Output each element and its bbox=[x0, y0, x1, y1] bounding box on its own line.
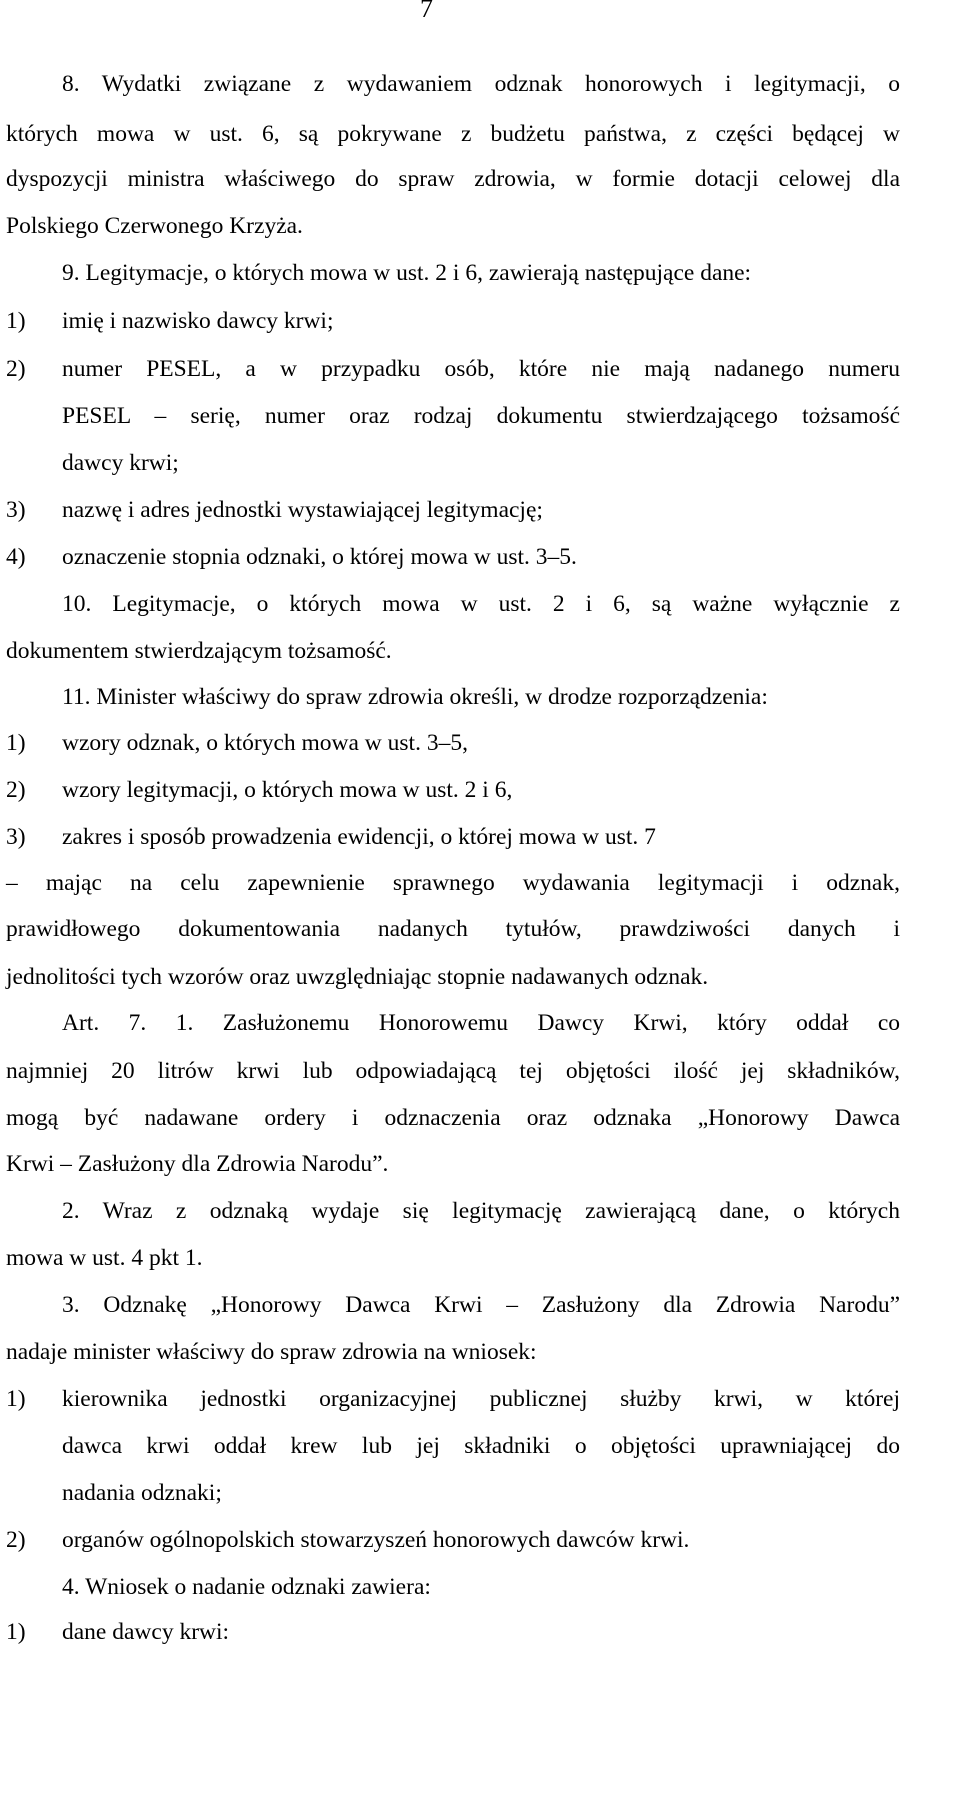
text-line: 4. Wniosek o nadanie odznaki zawiera: bbox=[62, 1574, 431, 1600]
text-line: których mowa w ust. 6, są pokrywane z budżetu państwa, z części będącej w bbox=[6, 121, 900, 147]
text-line: Krwi – Zasłużony dla Zdrowia Narodu”. bbox=[6, 1151, 389, 1177]
text-line: numer PESEL, a w przypadku osób, które nie mają nadanego numeru bbox=[62, 356, 900, 382]
text-line: mowa w ust. 4 pkt 1. bbox=[6, 1245, 203, 1271]
text-line: nadaje minister właściwy do spraw zdrowia na wniosek: bbox=[6, 1339, 537, 1365]
text-line: nadania odznaki; bbox=[62, 1480, 222, 1506]
text-line: Art. 7. 1. Zasłużonemu Honorowemu Dawcy Krwi, który oddał co bbox=[62, 1010, 900, 1036]
text-line: jednolitości tych wzorów oraz uwzględniając stopnie nadawanych odznak. bbox=[6, 964, 709, 990]
text-line: mogą być nadawane ordery i odznaczenia oraz odznaka „Honorowy Dawca bbox=[6, 1105, 900, 1131]
list-number: 4) bbox=[6, 544, 26, 570]
text-line: 11. Minister właściwy do spraw zdrowia określi, w drodze rozporządzenia: bbox=[62, 684, 768, 710]
text-line: nazwę i adres jednostki wystawiającej legitymację; bbox=[62, 497, 543, 523]
text-line: 8. Wydatki związane z wydawaniem odznak honorowych i legitymacji, o bbox=[62, 71, 900, 97]
text-line: kierownika jednostki organizacyjnej publicznej służby krwi, w której bbox=[62, 1386, 900, 1412]
text-line: dawcy krwi; bbox=[62, 450, 179, 476]
list-number: 1) bbox=[6, 308, 26, 334]
list-number: 2) bbox=[6, 356, 26, 382]
list-number: 3) bbox=[6, 497, 26, 523]
text-line: 3. Odznakę „Honorowy Dawca Krwi – Zasłużony dla Zdrowia Narodu” bbox=[62, 1292, 900, 1318]
list-number: 1) bbox=[6, 1619, 26, 1645]
text-line: Polskiego Czerwonego Krzyża. bbox=[6, 213, 303, 239]
text-line: wzory legitymacji, o których mowa w ust. 2 i 6, bbox=[62, 777, 513, 803]
text-line: dokumentem stwierdzającym tożsamość. bbox=[6, 638, 392, 664]
text-line: PESEL – serię, numer oraz rodzaj dokumentu stwierdzającego tożsamość bbox=[62, 403, 900, 429]
list-number: 3) bbox=[6, 824, 26, 850]
text-line: imię i nazwisko dawcy krwi; bbox=[62, 308, 334, 334]
text-line: zakres i sposób prowadzenia ewidencji, o której mowa w ust. 7 bbox=[62, 824, 656, 850]
text-line: dawca krwi oddał krew lub jej składniki o objętości uprawniającej do bbox=[62, 1433, 900, 1459]
list-number: 1) bbox=[6, 1386, 26, 1412]
list-number: 2) bbox=[6, 777, 26, 803]
text-line: dyspozycji ministra właściwego do spraw zdrowia, w formie dotacji celowej dla bbox=[6, 166, 900, 192]
text-line: wzory odznak, o których mowa w ust. 3–5, bbox=[62, 730, 468, 756]
text-line: 2. Wraz z odznaką wydaje się legitymację zawierającą dane, o których bbox=[62, 1198, 900, 1224]
text-line: organów ogólnopolskich stowarzyszeń honorowych dawców krwi. bbox=[62, 1527, 690, 1553]
text-line: najmniej 20 litrów krwi lub odpowiadającą tej objętości ilość jej składników, bbox=[6, 1058, 900, 1084]
text-line: – mając na celu zapewnienie sprawnego wydawania legitymacji i odznak, bbox=[6, 870, 900, 896]
list-number: 2) bbox=[6, 1527, 26, 1553]
page-number: 7 bbox=[420, 0, 433, 23]
text-line: oznaczenie stopnia odznaki, o której mowa w ust. 3–5. bbox=[62, 544, 577, 570]
text-line: 9. Legitymacje, o których mowa w ust. 2 i 6, zawierają następujące dane: bbox=[62, 260, 752, 286]
text-line: prawidłowego dokumentowania nadanych tytułów, prawdziwości danych i bbox=[6, 916, 900, 942]
list-number: 1) bbox=[6, 730, 26, 756]
text-line: 10. Legitymacje, o których mowa w ust. 2 i 6, są ważne wyłącznie z bbox=[62, 591, 900, 617]
text-line: dane dawcy krwi: bbox=[62, 1619, 230, 1645]
